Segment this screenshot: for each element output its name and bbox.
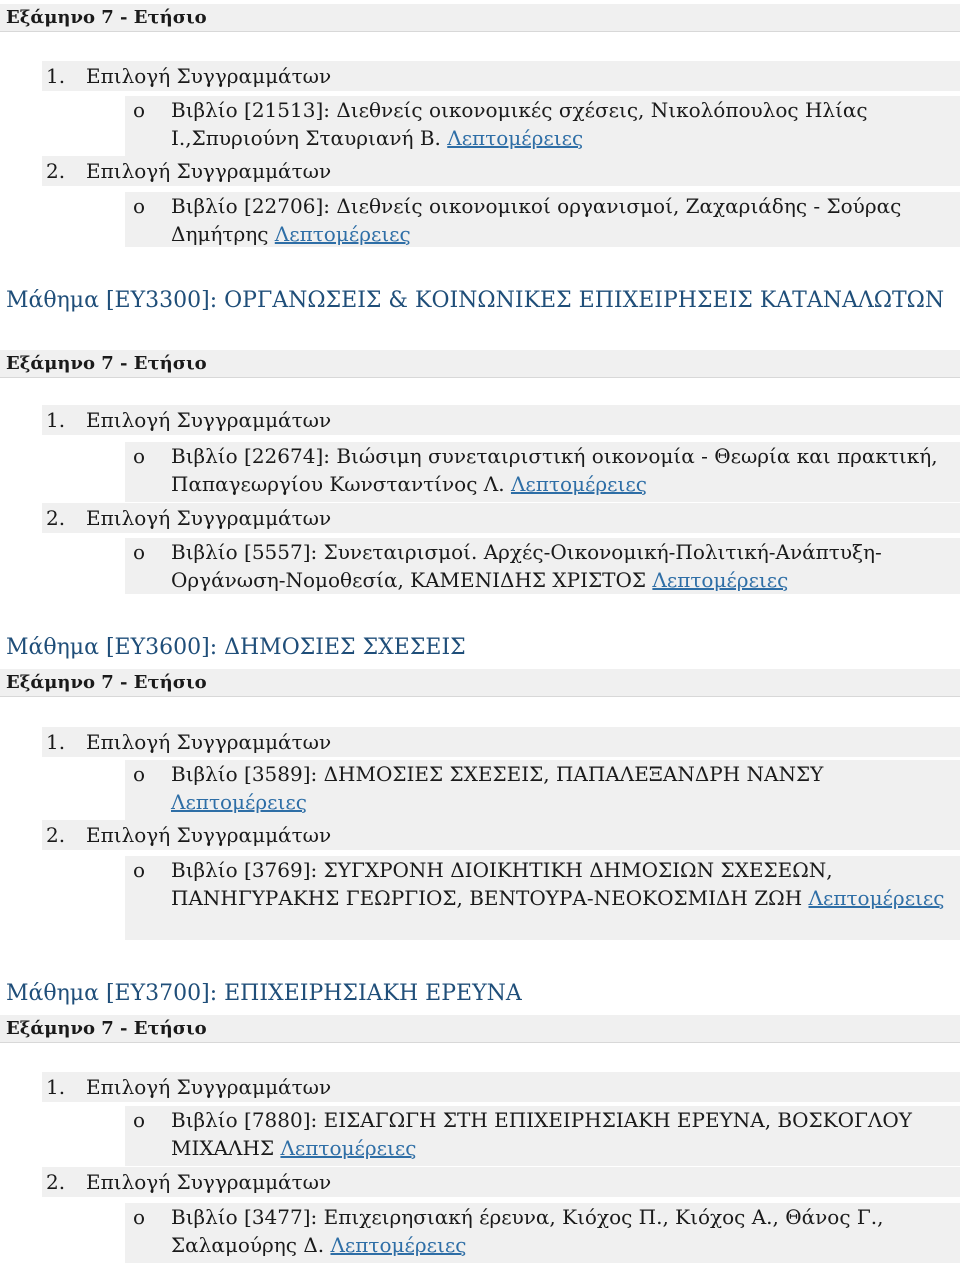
- semester-label: Εξάμηνο 7 - Ετήσιο: [0, 350, 960, 378]
- option-label: Επιλογή Συγγραμμάτων: [86, 408, 332, 432]
- course-title: Μάθημα [ΕΥ3300]: ΟΡΓΑΝΩΣΕΙΣ & ΚΟΙΝΩΝΙΚΕΣ ΕΠΙΧΕΙΡΗΣΕΙΣ ΚΑΤΑΝΑΛΩΤΩΝ: [6, 288, 945, 313]
- book-description: Βιβλίο [3769]: ΣΥΓΧΡΟΝΗ ΔΙΟΙΚΗΤΙΚΗ ΔΗΜΟΣΙΩΝ ΣΧΕΣΕΩΝ, ΠΑΝΗΓΥΡΑΚΗΣ ΓΕΩΡΓΙΟΣ, ΒΕΝΤΟΥΡΑ-ΝΕΟΚΟΣΜΙΔΗ ΖΩΗ Λεπτομέρειες: [171, 858, 945, 910]
- textbook-option-heading: [42, 61, 960, 91]
- details-link[interactable]: Λεπτομέρειες: [510, 472, 647, 496]
- option-label: Επιλογή Συγγραμμάτων: [86, 1075, 332, 1099]
- option-label: Επιλογή Συγγραμμάτων: [86, 159, 332, 183]
- book-description: Βιβλίο [22706]: Διεθνείς οικονομικοί οργανισμοί, Ζαχαριάδης - Σούρας Δημήτρης Λεπτομέρειες: [171, 194, 902, 246]
- book-description: Βιβλίο [5557]: Συνεταιρισμοί. Αρχές-Οικονομική-Πολιτική-Ανάπτυξη-Οργάνωση-Νομοθεσία, ΚΑΜΕΝΙΔΗΣ ΧΡΙΣΤΟΣ Λεπτομέρειες: [171, 540, 882, 592]
- details-link[interactable]: Λεπτομέρειες: [447, 126, 584, 150]
- option-label: Επιλογή Συγγραμμάτων: [86, 730, 332, 754]
- details-link[interactable]: Λεπτομέρειες: [280, 1136, 417, 1160]
- book-description: Βιβλίο [21513]: Διεθνείς οικονομικές σχέσεις, Νικολόπουλος Ηλίας Ι.,Σπυριούνη Σταυριανή Β. Λεπτομέρειες: [171, 98, 868, 150]
- book-entry: [125, 856, 960, 940]
- option-number: 2.: [46, 1170, 66, 1194]
- textbook-option-heading: [42, 503, 960, 533]
- details-link[interactable]: Λεπτομέρειες: [274, 222, 411, 246]
- textbook-option-heading: [42, 156, 960, 186]
- book-entry: [125, 442, 960, 502]
- book-entry: [125, 1106, 960, 1166]
- option-label: Επιλογή Συγγραμμάτων: [86, 823, 332, 847]
- option-number: 1.: [46, 64, 66, 88]
- textbook-option-heading: [42, 1072, 960, 1102]
- bullet-icon: o: [133, 194, 146, 218]
- textbook-option-heading: [42, 820, 960, 850]
- book-description: Βιβλίο [7880]: ΕΙΣΑΓΩΓΗ ΣΤΗ ΕΠΙΧΕΙΡΗΣΙΑΚΗ ΕΡΕΥΝΑ, ΒΟΣΚΟΓΛΟΥ ΜΙΧΑΛΗΣ Λεπτομέρειες: [171, 1108, 912, 1160]
- bullet-icon: o: [133, 1108, 146, 1132]
- book-entry: [125, 538, 960, 594]
- option-label: Επιλογή Συγγραμμάτων: [86, 1170, 332, 1194]
- option-number: 2.: [46, 159, 66, 183]
- option-number: 2.: [46, 823, 66, 847]
- option-number: 2.: [46, 506, 66, 530]
- book-entry: [125, 192, 960, 247]
- option-number: 1.: [46, 408, 66, 432]
- semester-label: Εξάμηνο 7 - Ετήσιο: [0, 4, 960, 32]
- details-link[interactable]: Λεπτομέρειες: [171, 790, 307, 814]
- option-label: Επιλογή Συγγραμμάτων: [86, 64, 332, 88]
- details-link[interactable]: Λεπτομέρειες: [330, 1233, 467, 1257]
- book-description: Βιβλίο [3477]: Επιχειρησιακή έρευνα, Κιόχος Π., Κιόχος Α., Θάνος Γ., Σαλαμούρης Δ. Λεπτομέρειες: [171, 1205, 884, 1257]
- book-entry: [125, 760, 960, 820]
- bullet-icon: o: [133, 858, 146, 882]
- book-entry: [125, 1203, 960, 1263]
- details-link[interactable]: Λεπτομέρειες: [808, 886, 945, 910]
- option-label: Επιλογή Συγγραμμάτων: [86, 506, 332, 530]
- textbook-option-heading: [42, 727, 960, 757]
- bullet-icon: o: [133, 98, 146, 122]
- bullet-icon: o: [133, 1205, 146, 1229]
- bullet-icon: o: [133, 540, 146, 564]
- textbook-option-heading: [42, 1167, 960, 1197]
- option-number: 1.: [46, 730, 66, 754]
- book-description: Βιβλίο [3589]: ΔΗΜΟΣΙΕΣ ΣΧΕΣΕΙΣ, ΠΑΠΑΛΕΞΑΝΔΡΗ ΝΑΝΣΥ Λεπτομέρειες: [171, 762, 824, 814]
- book-description: Βιβλίο [22674]: Βιώσιμη συνεταιριστική οικονομία - Θεωρία και πρακτική, Παπαγεωργίου Κωνσταντίνος Λ. Λεπτομέρειες: [171, 444, 938, 496]
- bullet-icon: o: [133, 444, 146, 468]
- semester-label: Εξάμηνο 7 - Ετήσιο: [0, 669, 960, 697]
- course-title: Μάθημα [ΕΥ3600]: ΔΗΜΟΣΙΕΣ ΣΧΕΣΕΙΣ: [6, 635, 466, 660]
- course-title: Μάθημα [ΕΥ3700]: ΕΠΙΧΕΙΡΗΣΙΑΚΗ ΕΡΕΥΝΑ: [6, 981, 522, 1006]
- semester-label: Εξάμηνο 7 - Ετήσιο: [0, 1015, 960, 1043]
- bullet-icon: o: [133, 762, 146, 786]
- details-link[interactable]: Λεπτομέρειες: [652, 568, 789, 592]
- option-number: 1.: [46, 1075, 66, 1099]
- book-entry: [125, 96, 960, 156]
- textbook-option-heading: [42, 405, 960, 435]
